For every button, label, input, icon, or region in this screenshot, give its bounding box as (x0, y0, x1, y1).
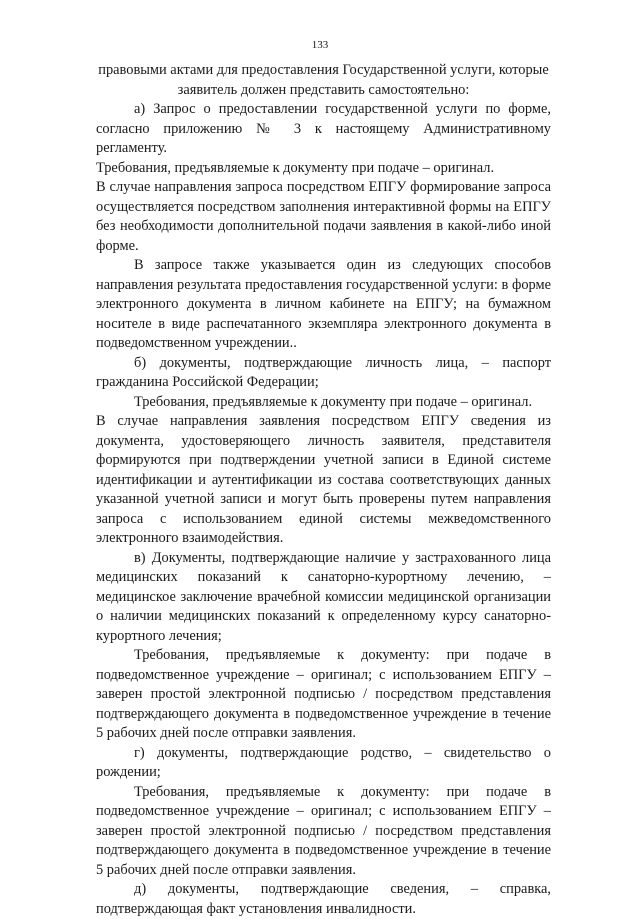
paragraph-requirements-a: Требования, предъявляемые к документу при подаче – оригинал. (96, 159, 495, 176)
paragraph-epgu-identity: В случае направления заявления посредством ЕПГУ сведения из документа, удостоверяющего личность заявителя, представителя формируются при подтверждении учетной записи в Единой системе идентификации и аутентификации из состава соответствующих данных указанной учетной записи и могут быть проверены путем направления запроса с использованием единой системы межведомственного электронного взаимодействия. (96, 413, 551, 546)
paragraph-item-b: б) документы, подтверждающие личность лица, – паспорт гражданина Российской Федерации; (96, 354, 551, 390)
page-number: 133 (311, 39, 329, 51)
paragraph-intro: правовыми актами для предоставления Государственной услуги, которые заявитель должен представить самостоятельно: (98, 62, 549, 98)
paragraph-requirements-g: Требования, предъявляемые к документу: при подаче в подведомственное учреждение – оригинал; с использованием ЕПГУ – заверен простой электронной подписью / посредством представления подтверждающего документа в подведомственное учреждение в течение 5 рабочих дней после отправки заявления. (96, 783, 551, 878)
paragraph-item-d: д) документы, подтверждающие сведения, – справка, подтверждающая факт установления инвалидности. (96, 881, 551, 917)
paragraph-requirements-v: Требования, предъявляемые к документу: при подаче в подведомственное учреждение – оригинал; с использованием ЕПГУ – заверен простой электронной подписью / посредством представления подтверждающего документа в подведомственное учреждение в течение 5 рабочих дней после отправки заявления. (96, 647, 551, 741)
paragraph-item-v: в) Документы, подтверждающие наличие у застрахованного лица медицинских показаний к санаторно-курортному лечению, – медицинское заключение врачебной комиссии медицинской организации о наличии медицинских показаний к определенному курсу санаторно-курортного лечения; (96, 549, 551, 644)
paragraph-requirements-b: Требования, предъявляемые к документу при подаче – оригинал. (134, 393, 533, 410)
paragraph-result-method: В запросе также указывается один из следующих способов направления результата предоставления государственной услуги: в форме электронного документа в личном кабинете на ЕПГУ; на бумажном носителе в виде распечатанного экземпляра электронного документа в подведомственном учреждении.. (96, 257, 551, 351)
paragraph-epgu-request: В случае направления запроса посредством ЕПГУ формирование запроса осуществляется посредством заполнения интерактивной формы на ЕПГУ без необходимости дополнительной подачи заявления в какой-либо иной форме. (96, 179, 551, 254)
paragraph-item-a: а) Запрос о предоставлении государственной услуги по форме, согласно приложению № 3 к настоящему Административному регламенту. (96, 101, 551, 156)
document-body (96, 61, 551, 919)
paragraph-item-g: г) документы, подтверждающие родство, – свидетельство о рождении; (96, 744, 551, 780)
